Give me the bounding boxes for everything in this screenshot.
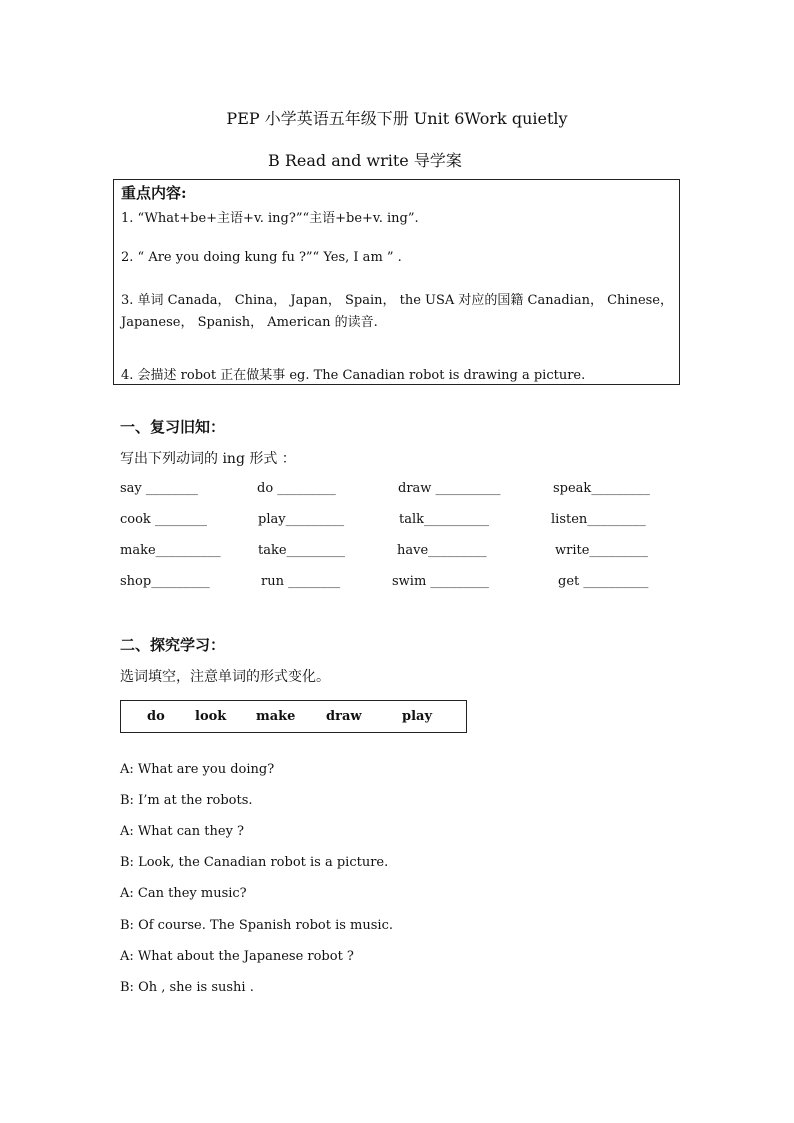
dialogue-line: B: Look, the Canadian robot is a picture. [120, 855, 389, 870]
verb-blank: run ________ [261, 574, 341, 589]
verb-blank: write_________ [555, 543, 648, 558]
verb-blank: shop_________ [120, 574, 210, 589]
section2-instruction: 选词填空，注意单词的形式变化。 [120, 669, 330, 685]
document-subtitle: B Read and write 导学案 [268, 151, 462, 170]
key-point-2: 2. “ Are you doing kung fu ?”“ Yes, I am ” . [121, 250, 402, 265]
verb-blank: take_________ [258, 543, 346, 558]
verb-blank: listen_________ [551, 512, 646, 527]
verb-blank: swim _________ [392, 574, 489, 589]
dialogue-line: A: What can they ? [120, 824, 245, 839]
verb-blank: cook ________ [120, 512, 207, 527]
word-bank-item: draw [326, 709, 362, 724]
key-content-heading: 重点内容: [121, 184, 187, 202]
dialogue-line: A: What about the Japanese robot ? [120, 949, 354, 964]
verb-blank: get __________ [558, 574, 649, 589]
dialogue-line: B: Oh , she is sushi . [120, 980, 254, 995]
verb-blank: draw __________ [398, 481, 501, 496]
dialogue-line: B: I’m at the robots. [120, 793, 253, 808]
verb-blank: say ________ [120, 481, 198, 496]
key-point-3: 3. 单词 Canada， China， Japan， Spain， the USA 对应的国籍 Canadian， Chinese， Japanese， Spanish， American 的读音. [121, 293, 674, 330]
word-bank-item: play [402, 709, 433, 724]
dialogue-line: B: Of course. The Spanish robot is music. [120, 918, 393, 933]
dialogue-line: A: Can they music? [120, 886, 247, 901]
section2-heading: 二、探究学习： [120, 636, 226, 654]
verb-blank: talk__________ [399, 512, 490, 527]
word-bank-item: look [195, 709, 227, 724]
word-bank-item: make [256, 709, 296, 724]
section1-heading: 一、复习旧知： [120, 418, 226, 436]
word-bank-box [120, 700, 467, 733]
verb-blank: do _________ [257, 481, 336, 496]
key-content-box [113, 179, 680, 385]
verb-blank: speak_________ [553, 481, 650, 496]
key-point-4: 4. 会描述 robot 正在做某事 eg. The Canadian robot is drawing a picture. [121, 368, 586, 383]
verb-blank: play_________ [258, 512, 345, 527]
verb-blank: make__________ [120, 543, 221, 558]
dialogue-line: A: What are you doing? [120, 762, 275, 777]
section1-instruction: 写出下列动词的 ing 形式 ： [120, 451, 296, 467]
word-bank-item: do [147, 709, 165, 724]
key-point-1: 1. “What+be+主语+v. ing?”“主语+be+v. ing”. [121, 211, 419, 226]
document-title: PEP 小学英语五年级下册 Unit 6Work quietly [226, 109, 568, 128]
verb-blank: have_________ [397, 543, 487, 558]
